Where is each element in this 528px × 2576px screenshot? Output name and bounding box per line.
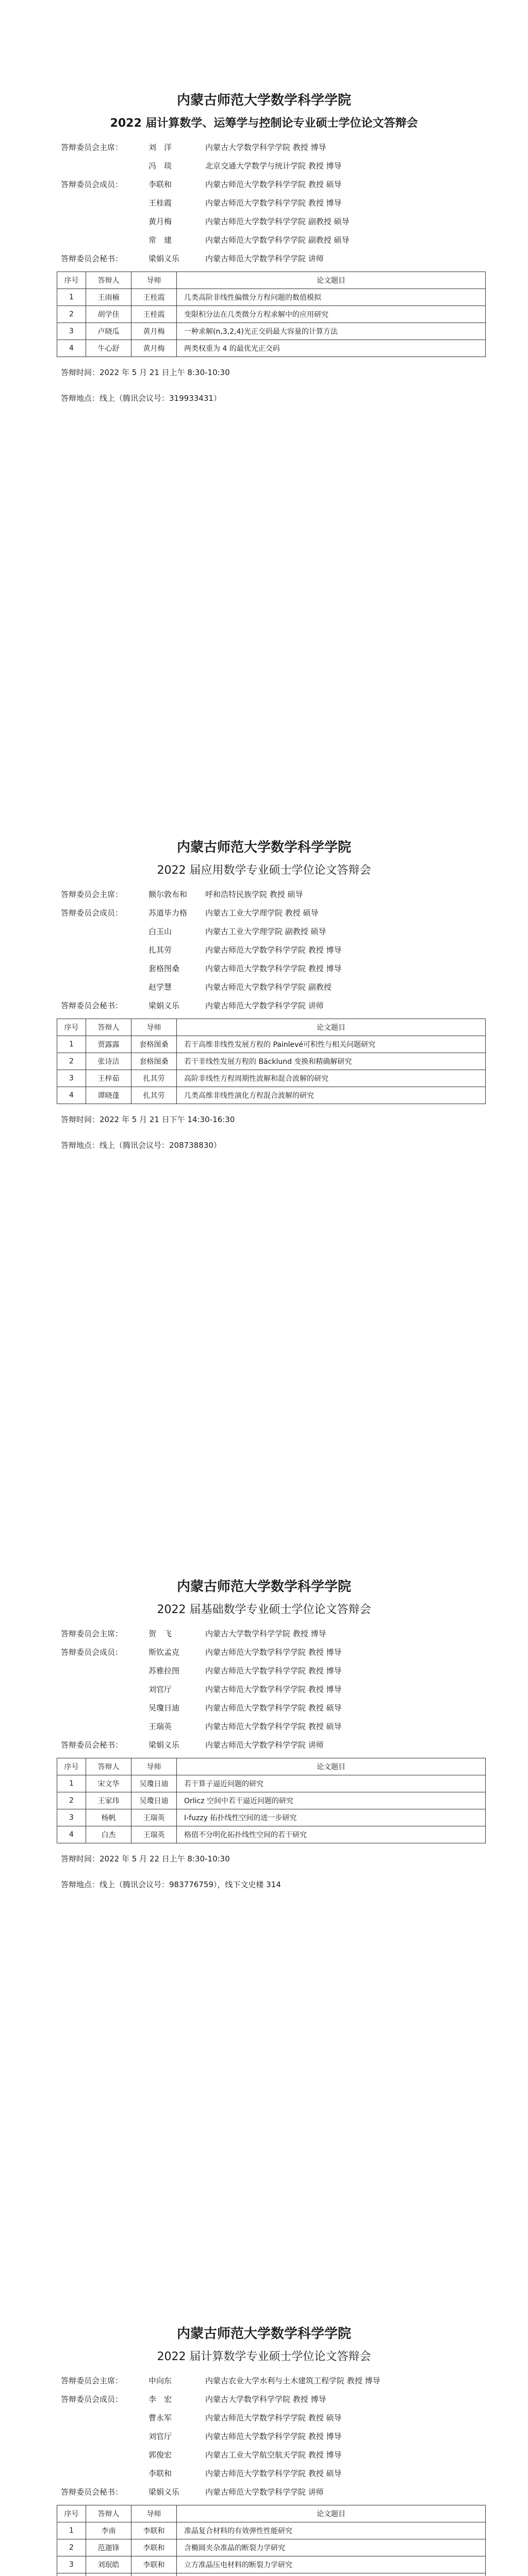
- committee-name: 吴瓊日迪: [148, 1703, 180, 1713]
- committee-row: [61, 1680, 484, 1698]
- row-no: 2: [57, 1053, 86, 1070]
- committee-affiliation: 内蒙古大学数学科学学院 教授 博导: [205, 1629, 326, 1638]
- row-title: 格值不分明化拓扑线性空间的若干研究: [177, 1826, 486, 1843]
- row-title: 高阶非线性方程周期性波解和混合波解的研究: [177, 1070, 486, 1087]
- committee-name: 梁娟义乐: [148, 1740, 180, 1750]
- row-no: 3: [57, 323, 86, 340]
- row-no: 1: [57, 1036, 86, 1053]
- time-label: 答辩时间：: [61, 1854, 100, 1863]
- row-no: 1: [57, 289, 86, 306]
- header-no: 序号: [57, 1019, 86, 1036]
- committee-row: [61, 2445, 484, 2464]
- committee-row: [61, 1661, 484, 1680]
- table-row: [57, 1053, 486, 1070]
- row-advisor: 吴瓊日迪: [131, 1775, 177, 1792]
- row-no: 1: [57, 2522, 86, 2539]
- row-student: 白杰: [86, 1826, 131, 1843]
- row-student: 贾露露: [86, 1036, 131, 1053]
- row-no: 3: [57, 1809, 86, 1826]
- row-title: 若干高维非线性发展方程的 Painlevé可积性与相关问题研究: [177, 1036, 486, 1053]
- header-no: 序号: [57, 1758, 86, 1775]
- table-row: [57, 323, 486, 340]
- table-row: [57, 2522, 486, 2539]
- row-advisor: [131, 2573, 177, 2576]
- committee-row: [61, 996, 484, 1014]
- row-advisor: 套格图桑: [131, 1053, 177, 1070]
- time-value: 2022 年 5 月 22 日上午 8:30-10:30: [100, 1854, 230, 1863]
- committee-affiliation: 内蒙古师范大学数学科学学院 教授 硕导: [205, 2468, 342, 2478]
- committee-role: 答辩委员会主席：: [61, 889, 123, 899]
- committee-affiliation: 内蒙古师范大学数学科学学院 教授 博导: [205, 2431, 342, 2441]
- committee-affiliation: 内蒙古师范大学数学科学学院 教授 博导: [205, 945, 342, 955]
- row-advisor: 李联和: [131, 2522, 177, 2539]
- header-student: 答辩人: [86, 1758, 131, 1775]
- table-row: [57, 2556, 486, 2573]
- committee-role: 答辩委员会成员：: [61, 179, 123, 189]
- row-title: Orlicz 空间中若干逼近问题的研究: [177, 1792, 486, 1809]
- row-title: [177, 2573, 486, 2576]
- defense-time: [61, 1851, 528, 1867]
- committee-row: [61, 230, 484, 249]
- committee-role: 答辩委员会主席：: [61, 2376, 123, 2385]
- committee-row: [61, 977, 484, 996]
- committee-row: [61, 2371, 484, 2389]
- committee-role: 答辩委员会秘书：: [61, 1001, 123, 1010]
- committee-role: 答辩委员会成员：: [61, 1647, 123, 1657]
- committee-affiliation: 内蒙古师范大学数学科学学院 副教授 硕导: [205, 235, 350, 245]
- university-title: 内蒙古师范大学数学科学学院: [176, 1579, 351, 1595]
- row-advisor: 李联和: [131, 2556, 177, 2573]
- committee-affiliation: 内蒙古师范大学数学科学学院 教授 硕导: [205, 2413, 342, 2422]
- table-row: [57, 2539, 486, 2556]
- row-title: 准晶复合材料的有效弹性性能研究: [177, 2522, 486, 2539]
- row-student: 宋文华: [86, 1775, 131, 1792]
- committee-row: [61, 2464, 484, 2482]
- row-title: 几类高维非线性演化方程混合波解的研究: [177, 1087, 486, 1104]
- defense-heading: 2022 届应用数学专业硕士学位论文答辩会: [157, 864, 371, 877]
- row-student: 胡学佳: [86, 306, 131, 323]
- row-title: 若干算子逼近问题的研究: [177, 1775, 486, 1792]
- header-title: 论文题目: [177, 1019, 486, 1036]
- row-title: 含椭圆夹杂准晶的断裂力学研究: [177, 2539, 486, 2556]
- place-label: 答辩地点：: [61, 1880, 100, 1889]
- defense-section: [0, 90, 528, 406]
- committee-name: 李 宏: [148, 2394, 172, 2404]
- committee-affiliation: 内蒙古师范大学数学科学学院 教授 博导: [205, 1647, 342, 1657]
- committee-name: 赵学慧: [148, 982, 172, 992]
- committee-affiliation: 内蒙古工业大学航空航天学院 教授 博导: [205, 2450, 342, 2460]
- header-advisor: 导师: [131, 272, 177, 289]
- defense-section: [0, 837, 528, 1154]
- committee-affiliation: 内蒙古师范大学数学科学学院 教授 博导: [205, 963, 342, 973]
- time-label: 答辩时间：: [61, 368, 100, 377]
- header-title: 论文题目: [177, 1758, 486, 1775]
- row-title: 几类高阶非线性偏微分方程问题的数值模拟: [177, 289, 486, 306]
- row-title: I-fuzzy 拓扑线性空间的进一步研究: [177, 1809, 486, 1826]
- committee-role: 答辩委员会成员：: [61, 2394, 123, 2404]
- committee-row: [61, 2427, 484, 2445]
- committee-row: [61, 1698, 484, 1717]
- committee-row: [61, 175, 484, 193]
- committee-name: 梁娟义乐: [148, 253, 180, 263]
- table-row: [57, 1826, 486, 1843]
- row-student: 李南: [86, 2522, 131, 2539]
- committee-affiliation: 内蒙古师范大学数学科学学院 讲师: [205, 1740, 324, 1750]
- thesis-table: [57, 1758, 486, 1843]
- header-student: 答辩人: [86, 2505, 131, 2522]
- committee-row: [61, 1642, 484, 1661]
- committee-row: [61, 249, 484, 267]
- defense-section: [0, 1577, 528, 1893]
- committee-name: 白玉山: [148, 926, 172, 936]
- committee-row: [61, 156, 484, 175]
- committee-affiliation: 内蒙古师范大学数学科学学院 副教授 硕导: [205, 216, 350, 226]
- defense-time: [61, 364, 528, 381]
- header-advisor: 导师: [131, 1758, 177, 1775]
- time-value: 2022 年 5 月 21 日上午 8:30-10:30: [100, 368, 230, 377]
- row-advisor: 套格图桑: [131, 1036, 177, 1053]
- committee-role: 答辩委员会主席：: [61, 1629, 123, 1638]
- committee-name: 梁娟义乐: [148, 1001, 180, 1010]
- header-no: 序号: [57, 2505, 86, 2522]
- committee-row: [61, 1735, 484, 1754]
- table-row: [57, 289, 486, 306]
- row-title: 变限积分法在几类微分方程求解中的应用研究: [177, 306, 486, 323]
- committee-row: [61, 193, 484, 212]
- table-header-row: [57, 1019, 486, 1036]
- committee-row: [61, 212, 484, 230]
- table-row: [57, 1087, 486, 1104]
- committee-affiliation: 内蒙古工业大学理学院 副教授 硕导: [205, 926, 326, 936]
- header-title: 论文题目: [177, 272, 486, 289]
- committee-name: 梁娟义乐: [148, 2487, 180, 2497]
- table-row: [57, 306, 486, 323]
- table-row: [57, 340, 486, 357]
- defense-place: [61, 390, 528, 406]
- committee-affiliation: 内蒙古师范大学数学科学学院 副教授: [205, 982, 332, 992]
- row-no: 4: [57, 1087, 86, 1104]
- defense-heading: 2022 届计算数学、运筹学与控制论专业硕士学位论文答辩会: [110, 117, 418, 130]
- defense-section: [0, 2324, 528, 2576]
- committee-name: 黄月梅: [148, 216, 172, 226]
- committee-name: 常 建: [148, 235, 172, 245]
- committee-affiliation: 北京交通大学数学与统计学院 教授 博导: [205, 161, 342, 171]
- row-student: 牛心舒: [86, 340, 131, 357]
- committee-list: [61, 885, 484, 1014]
- defense-heading: 2022 届计算数学专业硕士学位论文答辩会: [157, 2350, 371, 2363]
- committee-name: 王桂霞: [148, 198, 172, 208]
- committee-role: 答辩委员会秘书：: [61, 253, 123, 263]
- row-no: 3: [57, 2556, 86, 2573]
- place-value: 线上（腾讯会议号：319933431）: [100, 394, 221, 403]
- committee-name: 王瑞英: [148, 1721, 172, 1731]
- committee-affiliation: 内蒙古师范大学数学科学学院 讲师: [205, 253, 324, 263]
- defense-place: [61, 1876, 528, 1893]
- row-student: 杨帆: [86, 1809, 131, 1826]
- row-advisor: 黄月梅: [131, 323, 177, 340]
- committee-name: 申向东: [148, 2376, 172, 2385]
- row-student: 王家玮: [86, 1792, 131, 1809]
- committee-name: 贺 飞: [148, 1629, 172, 1638]
- row-title: 两类权重为 4 的最优光正交码: [177, 340, 486, 357]
- committee-name: 斯钦孟克: [148, 1647, 180, 1657]
- university-title: 内蒙古师范大学数学科学学院: [176, 93, 351, 108]
- committee-name: 刘 洋: [148, 142, 172, 152]
- table-row: [57, 2573, 486, 2576]
- committee-name: 郭俊宏: [148, 2450, 172, 2460]
- committee-row: [61, 2389, 484, 2408]
- thesis-table: [57, 1019, 486, 1104]
- committee-list: [61, 138, 484, 267]
- row-student: 卢晓瓜: [86, 323, 131, 340]
- table-header-row: [57, 1758, 486, 1775]
- committee-row: [61, 1717, 484, 1735]
- committee-role: 答辩委员会成员：: [61, 908, 123, 918]
- row-advisor: 王桂霞: [131, 289, 177, 306]
- committee-name: 李联和: [148, 179, 172, 189]
- row-title: 立方准晶压电材料的断裂力学研究: [177, 2556, 486, 2573]
- row-no: 4: [57, 1826, 86, 1843]
- committee-row: [61, 1624, 484, 1642]
- row-student: 谭晓蓬: [86, 1087, 131, 1104]
- committee-affiliation: 内蒙古师范大学数学科学学院 教授 博导: [205, 198, 342, 208]
- row-student: 王雨楠: [86, 289, 131, 306]
- row-advisor: 李联和: [131, 2539, 177, 2556]
- committee-affiliation: 内蒙古师范大学数学科学学院 讲师: [205, 2487, 324, 2497]
- row-no: 3: [57, 1070, 86, 1087]
- committee-name: 额尔敦布和: [148, 889, 188, 899]
- university-title: 内蒙古师范大学数学科学学院: [176, 2326, 351, 2342]
- committee-row: [61, 903, 484, 922]
- thesis-table: [57, 272, 486, 357]
- committee-row: [61, 940, 484, 959]
- committee-row: [61, 885, 484, 903]
- place-label: 答辩地点：: [61, 394, 100, 403]
- committee-affiliation: 内蒙古师范大学数学科学学院 教授 博导: [205, 1666, 342, 1675]
- row-advisor: 王瑞英: [131, 1826, 177, 1843]
- row-advisor: 王瑞英: [131, 1809, 177, 1826]
- place-label: 答辩地点：: [61, 1141, 100, 1150]
- row-no: [57, 2573, 86, 2576]
- table-row: [57, 1809, 486, 1826]
- row-student: 范迦锋: [86, 2539, 131, 2556]
- defense-place: [61, 1137, 528, 1154]
- committee-affiliation: 内蒙古大学数学科学学院 教授 博导: [205, 142, 326, 152]
- committee-affiliation: 内蒙古师范大学数学科学学院 讲师: [205, 1001, 324, 1010]
- row-no: 2: [57, 1792, 86, 1809]
- header-title: 论文题目: [177, 2505, 486, 2522]
- header-no: 序号: [57, 272, 86, 289]
- committee-role: 答辩委员会秘书：: [61, 1740, 123, 1750]
- committee-name: 套格图桑: [148, 963, 180, 973]
- row-advisor: 扎其劳: [131, 1087, 177, 1104]
- time-label: 答辩时间：: [61, 1115, 100, 1124]
- committee-row: [61, 138, 484, 156]
- row-advisor: 吴瓊日迪: [131, 1792, 177, 1809]
- thesis-table: [57, 2505, 486, 2576]
- committee-affiliation: 内蒙古大学数学科学学院 教授 博导: [205, 2394, 326, 2404]
- committee-row: [61, 2482, 484, 2501]
- row-student: [86, 2573, 131, 2576]
- row-advisor: 扎其劳: [131, 1070, 177, 1087]
- time-value: 2022 年 5 月 21 日下午 14:30-16:30: [100, 1115, 235, 1124]
- table-row: [57, 1036, 486, 1053]
- committee-list: [61, 1624, 484, 1754]
- header-student: 答辩人: [86, 272, 131, 289]
- row-student: 刘珉皓: [86, 2556, 131, 2573]
- university-title: 内蒙古师范大学数学科学学院: [176, 840, 351, 855]
- defense-heading: 2022 届基础数学专业硕士学位论文答辩会: [157, 1603, 371, 1616]
- committee-name: 扎其劳: [148, 945, 172, 955]
- table-row: [57, 1775, 486, 1792]
- committee-affiliation: 内蒙古师范大学数学科学学院 教授 硕导: [205, 1703, 342, 1713]
- row-no: 4: [57, 340, 86, 357]
- committee-row: [61, 959, 484, 977]
- place-value: 线上（腾讯会议号：983776759），线下文史楼 314: [100, 1880, 281, 1889]
- place-value: 线上（腾讯会议号：208738830）: [100, 1141, 221, 1150]
- row-advisor: 黄月梅: [131, 340, 177, 357]
- table-row: [57, 1070, 486, 1087]
- committee-row: [61, 2408, 484, 2427]
- committee-name: 曹永军: [148, 2413, 172, 2422]
- committee-name: 苏雅拉图: [148, 1666, 180, 1675]
- table-row: [57, 1792, 486, 1809]
- header-advisor: 导师: [131, 1019, 177, 1036]
- row-title: 若干非线性发展方程的 Bäcklund 变换和精确解研究: [177, 1053, 486, 1070]
- committee-row: [61, 922, 484, 940]
- committee-affiliation: 内蒙古师范大学数学科学学院 教授 硕导: [205, 179, 342, 189]
- committee-role: 答辩委员会秘书：: [61, 2487, 123, 2497]
- row-advisor: 王桂霞: [131, 306, 177, 323]
- table-header-row: [57, 272, 486, 289]
- row-no: 2: [57, 2539, 86, 2556]
- header-student: 答辩人: [86, 1019, 131, 1036]
- committee-affiliation: 内蒙古师范大学数学科学学院 教授 硕导: [205, 1721, 342, 1731]
- committee-affiliation: 内蒙古工业大学理学院 教授 硕导: [205, 908, 319, 918]
- row-no: 2: [57, 306, 86, 323]
- table-header-row: [57, 2505, 486, 2522]
- row-no: 1: [57, 1775, 86, 1792]
- header-advisor: 导师: [131, 2505, 177, 2522]
- committee-name: 李联和: [148, 2468, 172, 2478]
- row-title: 一种求解(n,3,2,4)光正交码最大容量的计算方法: [177, 323, 486, 340]
- committee-affiliation: 内蒙古师范大学数学科学学院 教授 博导: [205, 1684, 342, 1694]
- committee-affiliation: 内蒙古农业大学水利与土木建筑工程学院 教授 博导: [205, 2376, 381, 2385]
- defense-time: [61, 1111, 528, 1128]
- committee-name: 刘官厅: [148, 1684, 172, 1694]
- committee-name: 刘官厅: [148, 2431, 172, 2441]
- committee-list: [61, 2371, 484, 2501]
- committee-name: 冯 琰: [148, 161, 172, 171]
- committee-name: 苏道毕力格: [148, 908, 188, 918]
- row-student: 王梓茹: [86, 1070, 131, 1087]
- committee-affiliation: 呼和浩特民族学院 教授 硕导: [205, 889, 303, 899]
- row-student: 张诗洁: [86, 1053, 131, 1070]
- committee-role: 答辩委员会主席：: [61, 142, 123, 152]
